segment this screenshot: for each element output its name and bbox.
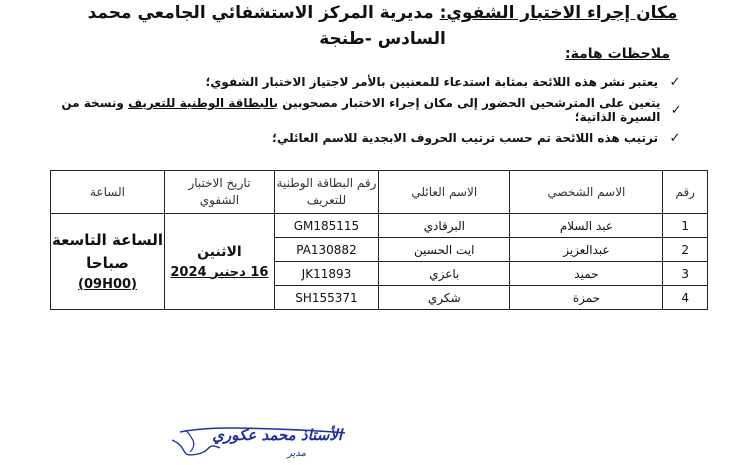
table-row	[51, 214, 708, 238]
cell-first-name: حميد	[510, 262, 663, 286]
header-date-line2: الشفوي	[199, 193, 240, 207]
header-first-name: الاسم الشخصي	[510, 171, 663, 214]
header-date-line1: تاريخ الاختبار	[188, 176, 251, 190]
exam-time-line2: صباحا	[86, 253, 129, 272]
note-tail: ونسخة من السيرة الذاتية؛	[61, 96, 661, 124]
cell-first-name: عبد السلام	[510, 214, 663, 238]
signature-name: الأستاذ محمد عكوري	[212, 426, 342, 444]
table-header-row	[51, 171, 708, 214]
note-text: ترتيب هذه اللائحة تم حسب ترتيب الحروف الابجدية للاسم العائلي؛	[272, 131, 658, 145]
checkmark-icon: ✓	[669, 74, 681, 90]
cell-num: 4	[663, 286, 708, 310]
note-emphasis: بالبطاقة الوطنية للتعريف	[128, 96, 279, 110]
note-item	[46, 124, 686, 152]
title-rest: مديرية المركز الاستشفائي الجامعي محمد السادس -طنجة	[87, 3, 446, 49]
header-cin-line1: رقم البطاقة الوطنية	[276, 176, 377, 190]
candidates-table	[50, 170, 708, 310]
note-item	[46, 96, 686, 124]
cell-num: 1	[663, 214, 708, 238]
note-text: يعتبر نشر هذه اللائحة بمثابة استدعاء للمعنيين بالأمر لاجتياز الاختبار الشفوي؛	[205, 75, 658, 89]
cell-cin: JK11893	[274, 262, 378, 286]
page-title	[80, 0, 685, 52]
header-cin-line2: للتعريف	[306, 193, 347, 207]
note-text: يتعين على المترشحين الحضور إلى مكان إجراء الاختبار مصحوبين	[278, 96, 661, 110]
cell-num: 3	[663, 262, 708, 286]
cell-first-name: حمزة	[510, 286, 663, 310]
notes-heading: ملاحظات هامة:	[565, 46, 670, 62]
header-last-name: الاسم العائلي	[379, 171, 510, 214]
cell-last-name: البرقادي	[379, 214, 510, 238]
cell-last-name: ايت الحسين	[379, 238, 510, 262]
cell-cin: SH155371	[274, 286, 378, 310]
title-lead: مكان إجراء الاختبار الشفوي:	[439, 3, 678, 23]
checkmark-icon: ✓	[670, 102, 682, 118]
cell-last-name: باعزي	[379, 262, 510, 286]
cell-first-name: عبدالعزيز	[510, 238, 663, 262]
exam-time-line1: الساعة التاسعة	[51, 230, 164, 249]
header-cin	[274, 171, 378, 214]
exam-date: 16 دجنبر 2024	[170, 264, 269, 280]
notes-list	[46, 68, 686, 152]
cell-num: 2	[663, 238, 708, 262]
cell-cin: PA130882	[274, 238, 378, 262]
signature-role: مدير	[287, 448, 306, 459]
header-date	[165, 171, 275, 214]
note-item	[46, 68, 686, 96]
signature-block	[150, 418, 350, 465]
cell-cin: GM185115	[274, 214, 378, 238]
exam-day: الاثنين	[197, 243, 242, 260]
header-num: رقم	[663, 171, 708, 214]
header-time: الساعة	[51, 171, 165, 214]
cell-last-name: شكري	[379, 286, 510, 310]
checkmark-icon: ✓	[669, 130, 681, 146]
cell-exam-time	[51, 214, 165, 310]
exam-time-code: (09H00)	[78, 276, 137, 292]
cell-exam-date	[165, 214, 275, 310]
